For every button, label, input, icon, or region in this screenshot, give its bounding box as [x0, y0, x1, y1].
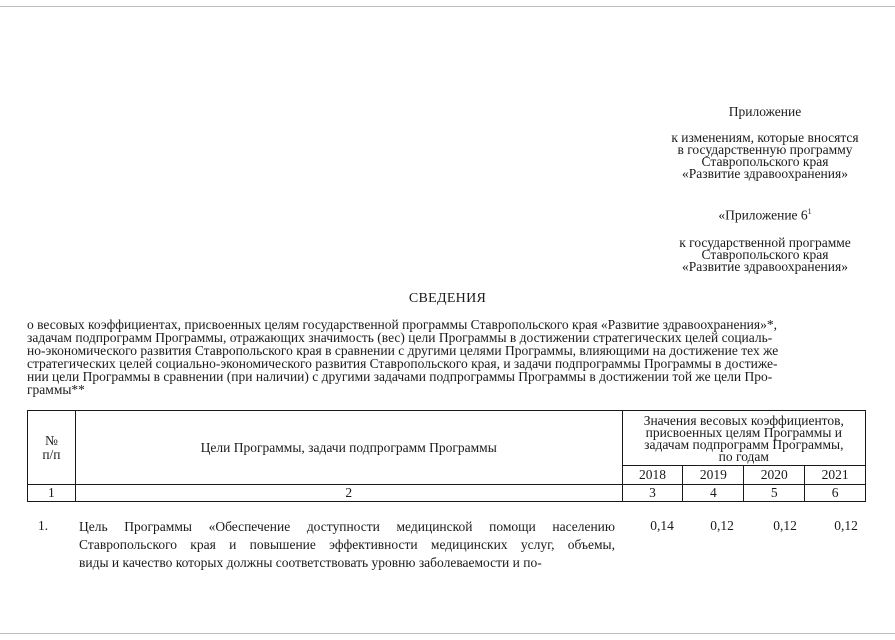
row1-text-line: виды и качество которых должны соответствовать уровню заболеваемости и по-	[79, 555, 542, 570]
column-number-cell: 5	[744, 485, 805, 502]
intro-line: стратегических целей социально-экономического развития Ставропольского края, и задачи подпрограммы Программы в достиже-	[27, 356, 778, 371]
year-cell: 2019	[683, 466, 744, 485]
table-header-row	[28, 411, 866, 466]
appendix6-title	[600, 206, 895, 222]
column-number-cell: 4	[683, 485, 744, 502]
row1-value-2020: 0,12	[773, 518, 797, 533]
intro-line: граммы**	[27, 382, 85, 397]
intro-paragraph	[27, 318, 865, 396]
header-goals-cell: Цели Программы, задачи подпрограмм Программы	[75, 411, 622, 485]
appendix-line: Ставропольского края	[701, 154, 829, 169]
scan-top-edge	[0, 6, 895, 7]
scan-bottom-edge	[0, 633, 895, 634]
year-cell: 2021	[805, 466, 866, 485]
year-cell: 2020	[744, 466, 805, 485]
intro-line: нии цели Программы в сравнении (при наличии) с другими задачами подпрограммы Программы в достижении той же цели Про-	[27, 369, 773, 384]
appendix6-block	[600, 206, 895, 273]
row1-value-2019: 0,12	[710, 518, 734, 533]
row1-number: 1.	[38, 518, 49, 533]
appendix-line: «Развитие здравоохранения»	[682, 166, 848, 181]
appendix-block	[600, 106, 895, 180]
row1-value-2018: 0,14	[650, 518, 674, 533]
header-values-line: присвоенных целям Программы и	[645, 425, 842, 440]
column-number-cell: 1	[28, 485, 76, 502]
column-number-cell: 3	[622, 485, 683, 502]
coefficients-table	[27, 410, 866, 502]
appendix6-line: «Развитие здравоохранения»	[682, 258, 848, 274]
header-number-sign: №	[44, 432, 58, 448]
appendix-line: к изменениям, которые вносятся	[671, 130, 859, 145]
intro-line: но-экономического развития Ставропольского края в сравнении с другими целями Программы, влияющими на достижение тех же	[27, 343, 779, 358]
row1-text-line: Ставропольского края и повышение эффективности медицинских услуг, объемы,	[79, 537, 615, 552]
appendix6-title-text: «Приложение 6	[718, 207, 808, 223]
header-number-cell	[28, 411, 76, 485]
year-cell: 2018	[622, 466, 683, 485]
header-values-line: Значения весовых коэффициентов,	[643, 413, 844, 428]
row1-text	[79, 518, 615, 572]
row1-value-2021: 0,12	[834, 518, 858, 533]
appendix-title: Приложение	[728, 104, 802, 119]
document-heading: СВЕДЕНИЯ	[408, 291, 487, 306]
appendix6-line: к государственной программе	[679, 234, 851, 250]
table-column-numbers-row	[28, 485, 866, 502]
appendix6-line: Ставропольского края	[701, 246, 829, 262]
row1-text-line: Цель Программы «Обеспечение доступности медицинской помощи населению	[79, 519, 615, 534]
appendix6-superscript: 1	[807, 207, 812, 216]
column-number-cell: 2	[75, 485, 622, 502]
header-values-cell	[622, 411, 865, 466]
header-number-pp: п/п	[42, 446, 61, 462]
header-values-line: по годам	[718, 449, 769, 464]
header-values-line: задачам подпрограмм Программы,	[644, 437, 844, 452]
appendix-line: в государственную программу	[677, 142, 853, 157]
intro-line: задачам подпрограмм Программы, отражающих значимость (вес) цели Программы в достижении стратегических целей социаль-	[27, 330, 773, 345]
column-number-cell: 6	[805, 485, 866, 502]
intro-line: о весовых коэффициентах, присвоенных целям государственной программы Ставропольского края «Развитие здравоохранения»*,	[27, 317, 777, 332]
